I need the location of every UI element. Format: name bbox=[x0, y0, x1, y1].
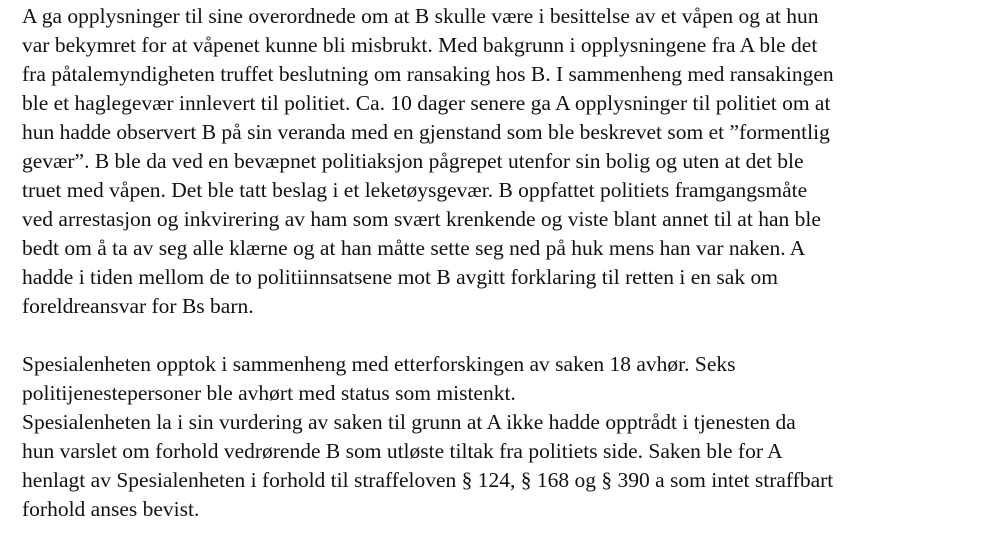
text-line: henlagt av Spesialenheten i forhold til straffeloven § 124, § 168 og § 390 a som intet straffbart bbox=[22, 468, 834, 492]
text-line: Spesialenheten opptok i sammenheng med etterforskingen av saken 18 avhør. Seks bbox=[22, 352, 736, 376]
text-line: A ga opplysninger til sine overordnede om at B skulle være i besittelse av et våpen og at hun bbox=[22, 4, 819, 28]
text-line: politijenestepersoner ble avhørt med status som mistenkt. bbox=[22, 381, 516, 405]
text-line: fra påtalemyndigheten truffet beslutning om ransaking hos B. I sammenheng med ransakingen bbox=[22, 62, 834, 86]
paragraph-2 bbox=[22, 350, 997, 408]
text-line: var bekymret for at våpenet kunne bli misbrukt. Med bakgrunn i opplysningene fra A ble det bbox=[22, 33, 818, 57]
text-line: forhold anses bevist. bbox=[22, 497, 200, 521]
text-line: truet med våpen. Det ble tatt beslag i et leketøysgevær. B oppfattet politiets framgangsmåte bbox=[22, 178, 808, 202]
text-line: ble et haglegevær innlevert til politiet. Ca. 10 dager senere ga A opplysninger til politiet om at bbox=[22, 91, 831, 115]
text-line: bedt om å ta av seg alle klærne og at han måtte sette seg ned på huk mens han var naken. A bbox=[22, 236, 806, 260]
document-body bbox=[22, 2, 997, 524]
paragraph-spacer bbox=[22, 321, 997, 350]
text-line: gevær”. B ble da ved en bevæpnet politiaksjon pågrepet utenfor sin bolig og uten at det ble bbox=[22, 149, 804, 173]
paragraph-3 bbox=[22, 408, 997, 524]
text-line: Spesialenheten la i sin vurdering av saken til grunn at A ikke hadde opptrådt i tjenesten da bbox=[22, 410, 796, 434]
text-line: hadde i tiden mellom de to politiinnsatsene mot B avgitt forklaring til retten i en sak om bbox=[22, 265, 778, 289]
paragraph-1 bbox=[22, 2, 997, 321]
text-line: hun varslet om forhold vedrørende B som utløste tiltak fra politiets side. Saken ble for A bbox=[22, 439, 783, 463]
text-line: ved arrestasjon og inkvirering av ham som svært krenkende og viste blant annet til at han ble bbox=[22, 207, 821, 231]
text-line: foreldreansvar for Bs barn. bbox=[22, 294, 254, 318]
text-line: hun hadde observert B på sin veranda med en gjenstand som ble beskrevet som et ”formentlig bbox=[22, 120, 830, 144]
